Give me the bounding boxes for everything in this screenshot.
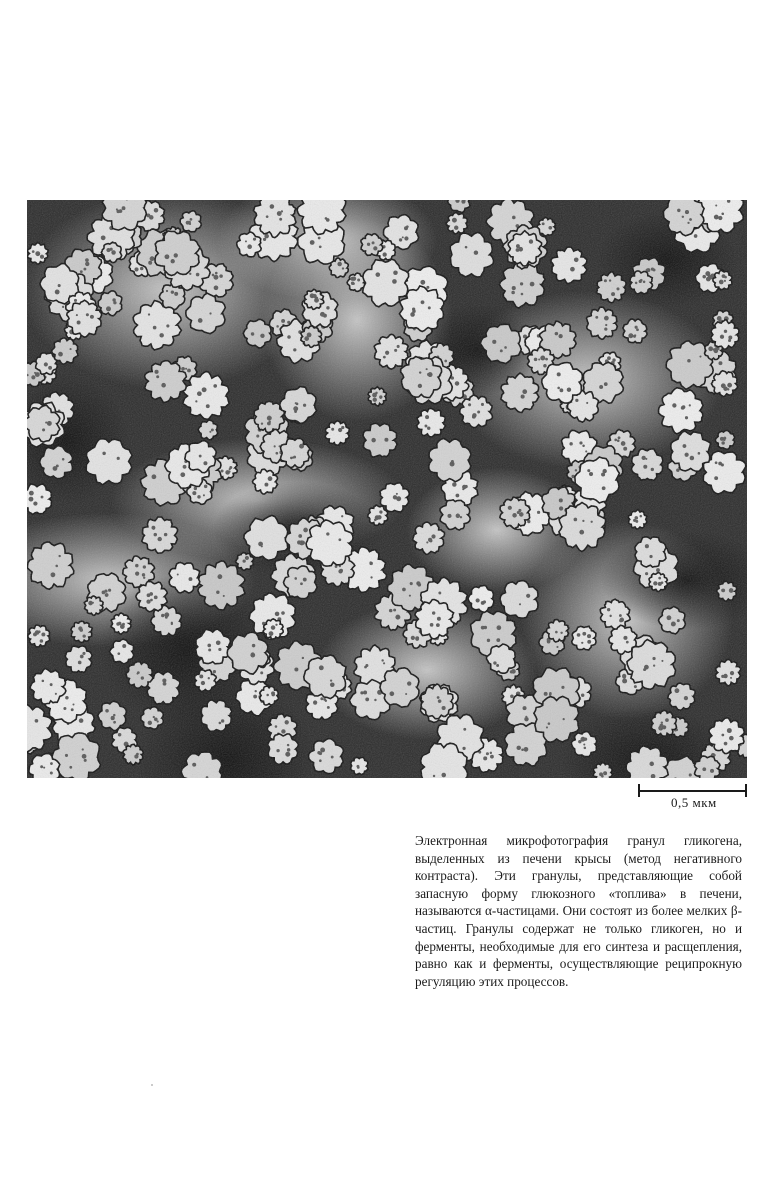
scale-bar-line <box>639 790 747 792</box>
scale-bar <box>637 781 749 821</box>
glycogen-granules-image <box>27 200 747 778</box>
page-speck <box>151 1084 153 1086</box>
scale-bar-right-tick <box>745 784 747 797</box>
scale-bar-label: 0,5 мкм <box>671 795 717 810</box>
figure-caption: Электронная микрофотография гранул гликогена, выделенных из печени крысы (метод негативного контраста). Эти гранулы, представляющие собой запасную форму глюкозного «топлива» в печени, называются α-частицами. Они состоят из более мелких β-частиц. Гранулы содержат не только гликоген, но и ферменты, необходимые для его синтеза и расщепления, равно как и ферменты, осуществляющие реципрокную регуляцию этих процессов. <box>415 833 742 989</box>
electron-micrograph <box>27 200 747 778</box>
